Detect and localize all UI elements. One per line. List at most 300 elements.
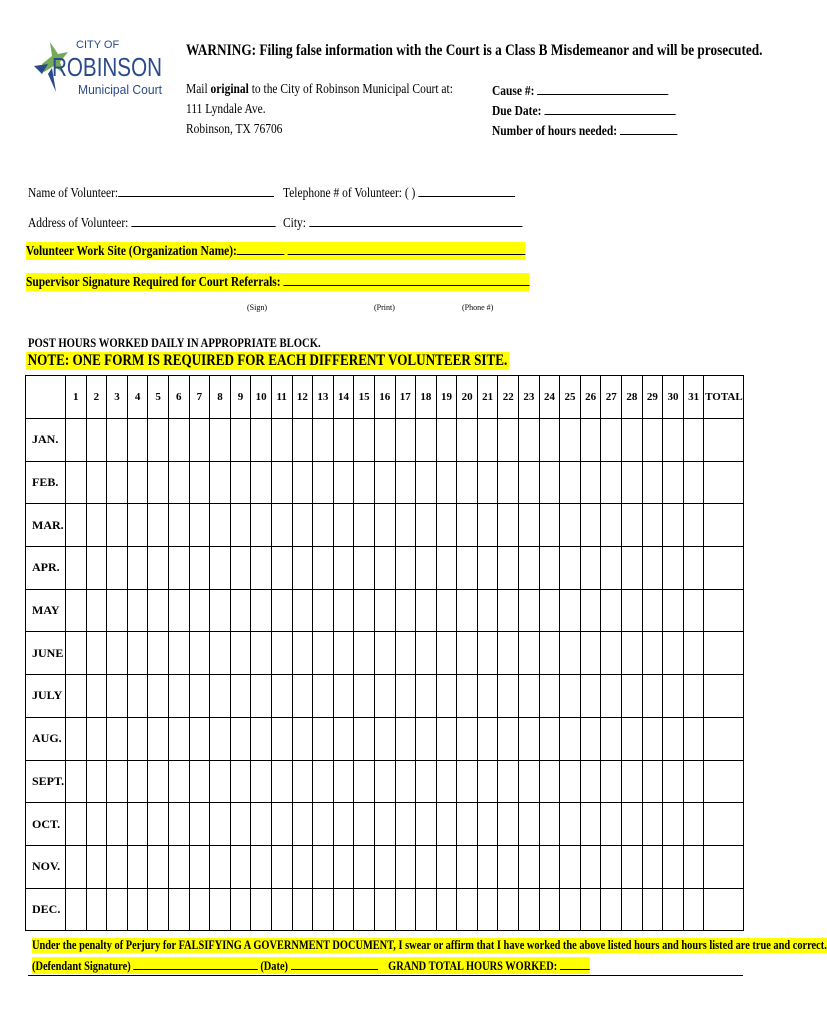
hours-cell[interactable] (127, 760, 148, 803)
hours-cell[interactable] (210, 504, 231, 547)
hours-cell[interactable] (436, 589, 457, 632)
hours-cell[interactable] (107, 504, 128, 547)
hours-cell[interactable] (642, 717, 663, 760)
hours-cell[interactable] (498, 419, 519, 462)
hours-cell[interactable] (436, 803, 457, 846)
hours-cell[interactable] (498, 760, 519, 803)
hours-cell[interactable] (333, 803, 354, 846)
hours-cell[interactable] (683, 504, 704, 547)
hours-cell[interactable] (148, 461, 169, 504)
hours-cell[interactable] (127, 461, 148, 504)
hours-cell[interactable] (230, 845, 251, 888)
hours-cell[interactable] (663, 504, 684, 547)
hours-cell[interactable] (539, 675, 560, 718)
hours-cell[interactable] (148, 504, 169, 547)
hours-cell[interactable] (601, 888, 622, 931)
cause-field[interactable]: Cause #: (492, 82, 668, 100)
hours-cell[interactable] (189, 632, 210, 675)
hours-cell[interactable] (622, 504, 643, 547)
hours-cell[interactable] (168, 589, 189, 632)
hours-cell[interactable] (663, 845, 684, 888)
hours-cell[interactable] (168, 760, 189, 803)
hours-cell[interactable] (395, 760, 416, 803)
hours-cell[interactable] (519, 803, 540, 846)
hours-cell[interactable] (251, 803, 272, 846)
hours-cell[interactable] (189, 461, 210, 504)
hours-cell[interactable] (539, 888, 560, 931)
hours-cell[interactable] (107, 888, 128, 931)
hours-cell[interactable] (189, 419, 210, 462)
hours-cell[interactable] (86, 845, 107, 888)
hours-cell[interactable] (66, 589, 87, 632)
month-total-cell[interactable] (704, 589, 744, 632)
hours-cell[interactable] (230, 675, 251, 718)
hours-cell[interactable] (168, 632, 189, 675)
hours-cell[interactable] (477, 589, 498, 632)
due-date-field[interactable]: Due Date: (492, 102, 675, 120)
hours-cell[interactable] (580, 461, 601, 504)
month-total-cell[interactable] (704, 803, 744, 846)
hours-cell[interactable] (560, 589, 581, 632)
hours-cell[interactable] (395, 803, 416, 846)
hours-cell[interactable] (477, 419, 498, 462)
hours-cell[interactable] (519, 504, 540, 547)
hours-cell[interactable] (354, 760, 375, 803)
hours-cell[interactable] (601, 419, 622, 462)
hours-cell[interactable] (189, 589, 210, 632)
hours-cell[interactable] (292, 419, 313, 462)
hours-cell[interactable] (395, 419, 416, 462)
hours-cell[interactable] (683, 717, 704, 760)
hours-cell[interactable] (580, 717, 601, 760)
hours-cell[interactable] (663, 888, 684, 931)
hours-cell[interactable] (251, 419, 272, 462)
hours-cell[interactable] (683, 547, 704, 590)
hours-cell[interactable] (601, 461, 622, 504)
hours-cell[interactable] (622, 547, 643, 590)
volunteer-address-field[interactable]: Address of Volunteer: (28, 214, 276, 232)
hours-cell[interactable] (168, 504, 189, 547)
hours-cell[interactable] (663, 632, 684, 675)
month-total-cell[interactable] (704, 845, 744, 888)
hours-cell[interactable] (230, 461, 251, 504)
hours-cell[interactable] (663, 419, 684, 462)
hours-cell[interactable] (539, 632, 560, 675)
hours-cell[interactable] (66, 547, 87, 590)
hours-cell[interactable] (519, 845, 540, 888)
hours-cell[interactable] (477, 803, 498, 846)
hours-cell[interactable] (498, 632, 519, 675)
hours-needed-field[interactable]: Number of hours needed: (492, 122, 677, 140)
hours-cell[interactable] (683, 589, 704, 632)
hours-cell[interactable] (436, 888, 457, 931)
hours-cell[interactable] (354, 888, 375, 931)
hours-cell[interactable] (354, 419, 375, 462)
hours-cell[interactable] (354, 803, 375, 846)
hours-cell[interactable] (292, 760, 313, 803)
hours-cell[interactable] (251, 888, 272, 931)
hours-cell[interactable] (457, 547, 478, 590)
hours-cell[interactable] (210, 461, 231, 504)
hours-cell[interactable] (642, 760, 663, 803)
month-total-cell[interactable] (704, 717, 744, 760)
hours-cell[interactable] (251, 504, 272, 547)
hours-cell[interactable] (539, 760, 560, 803)
hours-cell[interactable] (148, 419, 169, 462)
hours-cell[interactable] (66, 845, 87, 888)
hours-cell[interactable] (601, 547, 622, 590)
hours-cell[interactable] (642, 888, 663, 931)
hours-cell[interactable] (642, 845, 663, 888)
hours-cell[interactable] (127, 547, 148, 590)
hours-cell[interactable] (230, 803, 251, 846)
hours-cell[interactable] (271, 845, 292, 888)
hours-cell[interactable] (395, 888, 416, 931)
hours-cell[interactable] (395, 547, 416, 590)
hours-cell[interactable] (189, 504, 210, 547)
hours-cell[interactable] (86, 419, 107, 462)
hours-cell[interactable] (189, 717, 210, 760)
hours-cell[interactable] (622, 717, 643, 760)
hours-cell[interactable] (580, 675, 601, 718)
hours-cell[interactable] (498, 504, 519, 547)
hours-cell[interactable] (642, 803, 663, 846)
hours-cell[interactable] (642, 461, 663, 504)
hours-cell[interactable] (313, 504, 334, 547)
hours-cell[interactable] (601, 717, 622, 760)
hours-cell[interactable] (477, 717, 498, 760)
hours-cell[interactable] (374, 632, 395, 675)
hours-cell[interactable] (498, 845, 519, 888)
hours-cell[interactable] (230, 504, 251, 547)
hours-cell[interactable] (498, 888, 519, 931)
hours-cell[interactable] (107, 589, 128, 632)
hours-cell[interactable] (374, 760, 395, 803)
hours-cell[interactable] (86, 589, 107, 632)
hours-cell[interactable] (580, 632, 601, 675)
hours-cell[interactable] (251, 845, 272, 888)
hours-cell[interactable] (354, 461, 375, 504)
hours-cell[interactable] (560, 419, 581, 462)
hours-cell[interactable] (107, 845, 128, 888)
hours-cell[interactable] (189, 760, 210, 803)
hours-cell[interactable] (251, 589, 272, 632)
hours-cell[interactable] (210, 888, 231, 931)
hours-cell[interactable] (374, 461, 395, 504)
hours-cell[interactable] (416, 632, 437, 675)
hours-cell[interactable] (395, 632, 416, 675)
hours-cell[interactable] (539, 803, 560, 846)
hours-cell[interactable] (148, 717, 169, 760)
hours-cell[interactable] (663, 547, 684, 590)
hours-cell[interactable] (683, 760, 704, 803)
hours-cell[interactable] (477, 504, 498, 547)
hours-cell[interactable] (436, 547, 457, 590)
hours-cell[interactable] (601, 803, 622, 846)
hours-cell[interactable] (333, 419, 354, 462)
hours-cell[interactable] (271, 760, 292, 803)
hours-cell[interactable] (354, 675, 375, 718)
hours-cell[interactable] (477, 632, 498, 675)
hours-cell[interactable] (148, 803, 169, 846)
hours-cell[interactable] (271, 419, 292, 462)
hours-cell[interactable] (457, 675, 478, 718)
month-total-cell[interactable] (704, 461, 744, 504)
hours-cell[interactable] (86, 547, 107, 590)
hours-cell[interactable] (416, 461, 437, 504)
hours-cell[interactable] (374, 845, 395, 888)
hours-cell[interactable] (519, 419, 540, 462)
hours-cell[interactable] (333, 717, 354, 760)
hours-cell[interactable] (168, 461, 189, 504)
hours-cell[interactable] (642, 547, 663, 590)
hours-cell[interactable] (477, 675, 498, 718)
hours-cell[interactable] (313, 760, 334, 803)
hours-cell[interactable] (374, 419, 395, 462)
hours-cell[interactable] (395, 717, 416, 760)
month-total-cell[interactable] (704, 504, 744, 547)
hours-cell[interactable] (416, 547, 437, 590)
hours-cell[interactable] (230, 760, 251, 803)
hours-cell[interactable] (416, 717, 437, 760)
hours-cell[interactable] (663, 461, 684, 504)
hours-cell[interactable] (601, 632, 622, 675)
hours-cell[interactable] (189, 675, 210, 718)
hours-cell[interactable] (86, 504, 107, 547)
hours-cell[interactable] (292, 717, 313, 760)
hours-cell[interactable] (251, 760, 272, 803)
hours-cell[interactable] (539, 547, 560, 590)
hours-cell[interactable] (107, 675, 128, 718)
hours-cell[interactable] (127, 504, 148, 547)
hours-cell[interactable] (395, 845, 416, 888)
hours-cell[interactable] (66, 632, 87, 675)
hours-cell[interactable] (333, 632, 354, 675)
hours-cell[interactable] (519, 632, 540, 675)
hours-cell[interactable] (189, 845, 210, 888)
hours-cell[interactable] (210, 547, 231, 590)
hours-cell[interactable] (251, 675, 272, 718)
hours-cell[interactable] (663, 803, 684, 846)
hours-cell[interactable] (519, 547, 540, 590)
hours-cell[interactable] (354, 717, 375, 760)
hours-cell[interactable] (416, 589, 437, 632)
hours-cell[interactable] (622, 419, 643, 462)
hours-cell[interactable] (313, 845, 334, 888)
hours-cell[interactable] (168, 675, 189, 718)
hours-cell[interactable] (189, 888, 210, 931)
hours-cell[interactable] (313, 675, 334, 718)
hours-cell[interactable] (168, 803, 189, 846)
hours-cell[interactable] (66, 760, 87, 803)
hours-cell[interactable] (333, 589, 354, 632)
hours-cell[interactable] (292, 632, 313, 675)
hours-cell[interactable] (271, 504, 292, 547)
hours-cell[interactable] (416, 675, 437, 718)
hours-cell[interactable] (560, 888, 581, 931)
hours-cell[interactable] (374, 803, 395, 846)
hours-cell[interactable] (66, 504, 87, 547)
hours-cell[interactable] (477, 760, 498, 803)
hours-cell[interactable] (251, 717, 272, 760)
hours-cell[interactable] (642, 632, 663, 675)
hours-cell[interactable] (251, 547, 272, 590)
hours-cell[interactable] (642, 504, 663, 547)
hours-cell[interactable] (66, 675, 87, 718)
hours-cell[interactable] (148, 632, 169, 675)
hours-cell[interactable] (230, 589, 251, 632)
hours-cell[interactable] (189, 547, 210, 590)
hours-cell[interactable] (313, 803, 334, 846)
hours-cell[interactable] (292, 547, 313, 590)
hours-cell[interactable] (313, 717, 334, 760)
volunteer-name-field[interactable]: Name of Volunteer: (28, 184, 274, 202)
hours-cell[interactable] (333, 845, 354, 888)
hours-cell[interactable] (168, 888, 189, 931)
hours-cell[interactable] (292, 504, 313, 547)
hours-cell[interactable] (601, 845, 622, 888)
hours-cell[interactable] (354, 632, 375, 675)
hours-cell[interactable] (663, 675, 684, 718)
hours-cell[interactable] (333, 504, 354, 547)
hours-cell[interactable] (477, 845, 498, 888)
hours-cell[interactable] (168, 419, 189, 462)
hours-cell[interactable] (292, 845, 313, 888)
hours-cell[interactable] (457, 717, 478, 760)
hours-cell[interactable] (251, 461, 272, 504)
hours-cell[interactable] (374, 547, 395, 590)
hours-cell[interactable] (436, 461, 457, 504)
hours-cell[interactable] (271, 589, 292, 632)
hours-cell[interactable] (148, 845, 169, 888)
hours-cell[interactable] (86, 803, 107, 846)
hours-cell[interactable] (66, 419, 87, 462)
hours-cell[interactable] (580, 760, 601, 803)
hours-cell[interactable] (683, 888, 704, 931)
hours-cell[interactable] (580, 547, 601, 590)
hours-cell[interactable] (416, 760, 437, 803)
hours-cell[interactable] (395, 589, 416, 632)
hours-cell[interactable] (210, 675, 231, 718)
hours-cell[interactable] (354, 845, 375, 888)
hours-cell[interactable] (354, 589, 375, 632)
hours-cell[interactable] (436, 675, 457, 718)
hours-cell[interactable] (498, 803, 519, 846)
hours-cell[interactable] (436, 632, 457, 675)
hours-cell[interactable] (107, 461, 128, 504)
hours-cell[interactable] (230, 632, 251, 675)
hours-cell[interactable] (622, 803, 643, 846)
hours-cell[interactable] (622, 632, 643, 675)
hours-cell[interactable] (354, 504, 375, 547)
hours-cell[interactable] (560, 632, 581, 675)
hours-cell[interactable] (642, 589, 663, 632)
hours-cell[interactable] (601, 675, 622, 718)
hours-cell[interactable] (210, 717, 231, 760)
hours-cell[interactable] (477, 547, 498, 590)
hours-cell[interactable] (457, 461, 478, 504)
hours-cell[interactable] (107, 632, 128, 675)
hours-cell[interactable] (395, 675, 416, 718)
hours-cell[interactable] (560, 675, 581, 718)
hours-cell[interactable] (210, 632, 231, 675)
hours-cell[interactable] (313, 589, 334, 632)
hours-cell[interactable] (86, 632, 107, 675)
hours-cell[interactable] (127, 632, 148, 675)
month-total-cell[interactable] (704, 888, 744, 931)
hours-cell[interactable] (148, 589, 169, 632)
hours-cell[interactable] (148, 547, 169, 590)
hours-cell[interactable] (86, 675, 107, 718)
month-total-cell[interactable] (704, 632, 744, 675)
hours-cell[interactable] (395, 504, 416, 547)
hours-cell[interactable] (107, 760, 128, 803)
hours-cell[interactable] (107, 717, 128, 760)
hours-cell[interactable] (333, 760, 354, 803)
hours-cell[interactable] (560, 845, 581, 888)
hours-cell[interactable] (498, 717, 519, 760)
hours-cell[interactable] (333, 461, 354, 504)
hours-cell[interactable] (107, 803, 128, 846)
hours-cell[interactable] (86, 888, 107, 931)
hours-cell[interactable] (560, 717, 581, 760)
hours-cell[interactable] (601, 760, 622, 803)
hours-cell[interactable] (498, 547, 519, 590)
hours-cell[interactable] (210, 760, 231, 803)
hours-cell[interactable] (230, 888, 251, 931)
hours-cell[interactable] (663, 760, 684, 803)
hours-cell[interactable] (148, 675, 169, 718)
hours-cell[interactable] (313, 461, 334, 504)
hours-cell[interactable] (436, 504, 457, 547)
hours-cell[interactable] (210, 589, 231, 632)
month-total-cell[interactable] (704, 419, 744, 462)
hours-cell[interactable] (292, 461, 313, 504)
hours-cell[interactable] (642, 419, 663, 462)
hours-cell[interactable] (66, 888, 87, 931)
hours-cell[interactable] (292, 888, 313, 931)
hours-cell[interactable] (683, 461, 704, 504)
month-total-cell[interactable] (704, 547, 744, 590)
hours-cell[interactable] (271, 632, 292, 675)
hours-cell[interactable] (374, 888, 395, 931)
hours-cell[interactable] (683, 419, 704, 462)
hours-cell[interactable] (210, 803, 231, 846)
hours-cell[interactable] (127, 675, 148, 718)
hours-cell[interactable] (580, 419, 601, 462)
hours-cell[interactable] (457, 589, 478, 632)
hours-cell[interactable] (539, 504, 560, 547)
hours-cell[interactable] (127, 589, 148, 632)
hours-cell[interactable] (622, 845, 643, 888)
hours-cell[interactable] (416, 803, 437, 846)
hours-cell[interactable] (416, 845, 437, 888)
work-site-field[interactable]: Volunteer Work Site (Organization Name): (26, 242, 525, 260)
hours-cell[interactable] (374, 717, 395, 760)
hours-cell[interactable] (333, 547, 354, 590)
month-total-cell[interactable] (704, 675, 744, 718)
hours-cell[interactable] (642, 675, 663, 718)
supervisor-signature-field[interactable]: Supervisor Signature Required for Court Referrals: (26, 273, 529, 291)
hours-cell[interactable] (601, 589, 622, 632)
hours-cell[interactable] (107, 419, 128, 462)
hours-cell[interactable] (436, 760, 457, 803)
hours-cell[interactable] (271, 717, 292, 760)
hours-cell[interactable] (230, 717, 251, 760)
hours-cell[interactable] (230, 419, 251, 462)
hours-cell[interactable] (313, 547, 334, 590)
hours-cell[interactable] (189, 803, 210, 846)
